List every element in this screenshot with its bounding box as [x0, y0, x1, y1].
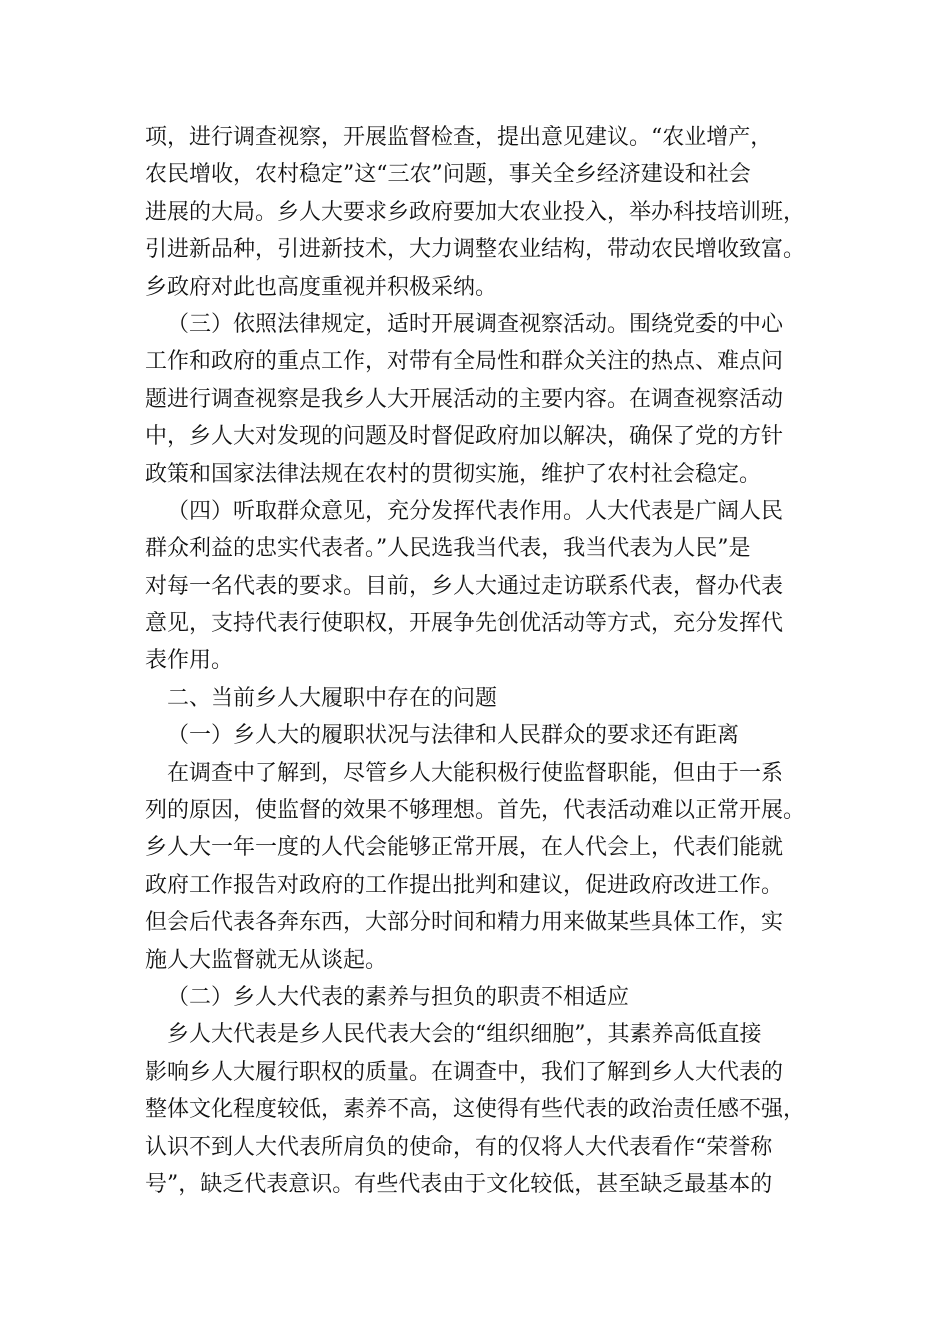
text-line: 影响乡人大履行职权的质量。在调查中，我们了解到乡人大代表的	[145, 1059, 784, 1085]
text-line: 进展的大局。乡人大要求乡政府要加大农业投入，举办科技培训班，	[145, 199, 806, 225]
text-line: 对每一名代表的要求。目前，乡人大通过走访联系代表，督办代表	[145, 573, 784, 599]
section-heading: 二、当前乡人大履职中存在的问题	[167, 685, 498, 711]
text-line: 题进行调查视察是我乡人大开展活动的主要内容。在调查视察活动	[145, 386, 784, 412]
text-line: 表作用。	[145, 648, 234, 674]
subsection-heading: （二）乡人大代表的素养与担负的职责不相适应	[167, 984, 630, 1010]
text-line: 整体文化程度较低，素养不高，这使得有些代表的政治责任感不强，	[145, 1097, 806, 1123]
text-line: 乡政府对此也高度重视并积极采纳。	[145, 274, 498, 300]
text-line: 引进新品种，引进新技术，大力调整农业结构，带动农民增收致富。	[145, 237, 806, 263]
text-line: 政策和国家法律法规在农村的贯彻实施，维护了农村社会稳定。	[145, 461, 762, 487]
text-line: 认识不到人大代表所肩负的使命，有的仅将人大代表看作“荣誉称	[145, 1134, 773, 1160]
subsection-heading: （一）乡人大的履职状况与法律和人民群众的要求还有距离	[167, 723, 740, 749]
text-line: 在调查中了解到，尽管乡人大能积极行使监督职能，但由于一系	[167, 760, 784, 786]
text-line: 号”，缺乏代表意识。有些代表由于文化较低，甚至缺乏最基本的	[145, 1171, 773, 1197]
text-line: 乡人大一年一度的人代会能够正常开展，在人代会上，代表们能就	[145, 835, 784, 861]
text-line: 意见，支持代表行使职权，开展争先创优活动等方式，充分发挥代	[145, 611, 784, 637]
text-line: 政府工作报告对政府的工作提出批判和建议，促进政府改进工作。	[145, 872, 784, 898]
text-line: （三）依照法律规定，适时开展调查视察活动。围绕党委的中心	[167, 311, 784, 337]
text-line: 工作和政府的重点工作，对带有全局性和群众关注的热点、难点问	[145, 349, 784, 375]
text-line: 群众利益的忠实代表者。”人民选我当代表，我当代表为人民”是	[145, 536, 751, 562]
text-line: 农民增收，农村稳定”这“三农”问题，事关全乡经济建设和社会	[145, 162, 751, 188]
text-line: （四）听取群众意见，充分发挥代表作用。人大代表是广阔人民	[167, 498, 784, 524]
text-line: 项，进行调查视察，开展监督检查，提出意见建议。“农业增产，	[145, 125, 773, 150]
text-line: 乡人大代表是乡人民代表大会的“组织细胞”，其素养高低直接	[167, 1022, 762, 1048]
text-line: 但会后代表各奔东西，大部分时间和精力用来做某些具体工作，实	[145, 910, 784, 936]
text-line: 施人大监督就无从谈起。	[145, 947, 388, 973]
body-text	[145, 119, 845, 1203]
text-line: 列的原因，使监督的效果不够理想。首先，代表活动难以正常开展。	[145, 798, 806, 824]
text-line: 中，乡人大对发现的问题及时督促政府加以解决，确保了党的方针	[145, 424, 784, 450]
